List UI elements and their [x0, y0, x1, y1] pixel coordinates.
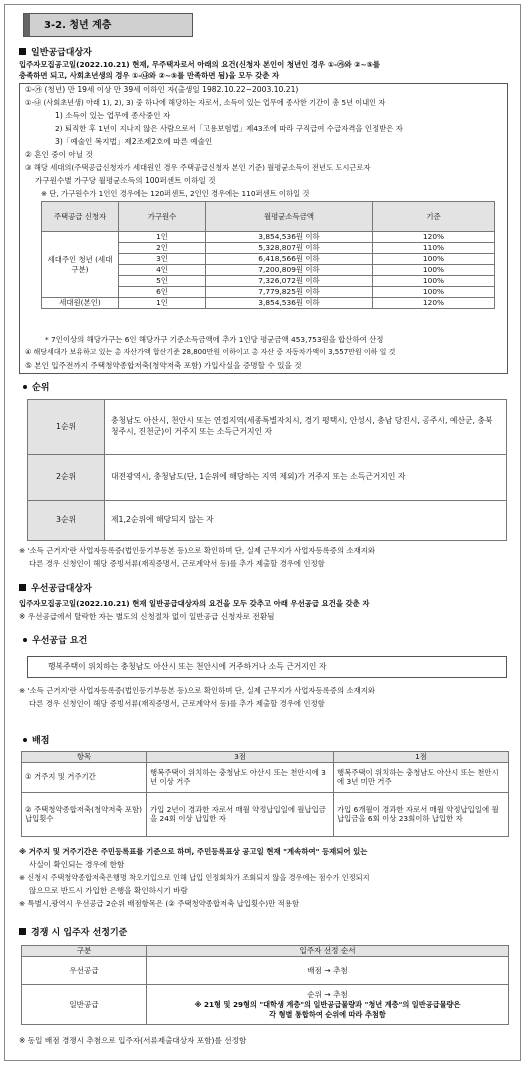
rank-label: 1순위 [28, 400, 105, 455]
priority-req-text: 행복주택이 위치하는 충청남도 아산시 또는 천안시에 거주하거나 소득 근거지인 자 [48, 662, 327, 671]
req-item-5: ⑤ 본인 입주전까지 주택청약종합저축(청약저축 포함) 가입사실을 증명할 수 있을 것 [25, 361, 302, 370]
sel-category: 우선공급 [22, 957, 147, 985]
cell-income: 3,854,536원 이하 [206, 298, 373, 309]
th-household: 가구원수 [119, 202, 206, 232]
req-item-2: ② 혼인 중이 아닐 것 [25, 150, 93, 159]
sel-order-cell [147, 985, 509, 1025]
cell-household: 3인 [119, 254, 206, 265]
selection-table-header [22, 946, 509, 957]
score-table [21, 751, 509, 837]
dot-bullet-icon [23, 385, 27, 389]
table-row [22, 762, 509, 792]
req-item-4: ④ 해당세대가 보유하고 있는 총 자산가액 합산기준 28,800만원 이하이고 총 자산 중 자동차가액이 3,557만원 이하 일 것 [25, 348, 396, 356]
cell-income: 7,326,072원 이하 [206, 276, 373, 287]
score-note-1-cont: 사실이 확인되는 경우에 한함 [29, 860, 125, 869]
priority-heading: 우선공급대상자 [19, 583, 92, 595]
square-bullet-icon [19, 928, 26, 935]
dot-bullet-icon [23, 638, 27, 642]
priority-line-1: 입주자모집공고일(2022.10.21) 현재 일반공급대상자의 요건을 모두 갖추고 아래 우선공급 요건을 갖춘 자 [19, 599, 370, 608]
rank-desc: 충청남도 아산시, 천안시 또는 연접지역(세종특별자치시, 경기 평택시, 안성시, 충남 당진시, 공주시, 예산군, 충북 청주시, 진천군)이 거주지 또는 소득근거지인 자 [105, 400, 507, 455]
rank-label: 3순위 [28, 501, 105, 541]
rank-note-1: ※ '소득 근거지'란 사업자등록증(법인등기부등본 등)으로 확인하며 단, 실제 근무지가 사업자등록증의 소재지와 [19, 546, 376, 555]
score-1pt: 행복주택이 위치하는 충청남도 아산시 또는 천안시에 3년 미만 거주 [334, 762, 509, 792]
cell-standard: 120% [373, 232, 495, 243]
cell-household: 4인 [119, 265, 206, 276]
sel-category: 일반공급 [22, 985, 147, 1025]
cell-income: 7,779,825원 이하 [206, 287, 373, 298]
dot-bullet-icon [23, 738, 27, 742]
req-item-3: ③ 해당 세대의(주택공급신청자가 세대원인 경우 주택공급신청자 본인 기준) 월평균소득이 전년도 도시근로자 [25, 163, 371, 172]
th-order: 입주자 선정 순서 [147, 946, 509, 957]
section-title: 3-2. 청년 계층 [44, 20, 112, 31]
req-item-newcomer: ①-㉯ (사회초년생) 아래 1), 2), 3) 중 하나에 해당하는 자로서, 소득이 있는 업무에 종사한 기간이 총 5년 이내인 자 [25, 98, 386, 107]
th-item: 항목 [22, 752, 147, 763]
sel-order-note-1: ※ 21형 및 29형의 "대학생 계층"의 일반공급물량과 "청년 계층"의 일반공급물량은 [194, 1000, 461, 1010]
income-table-header [42, 202, 495, 232]
req-sub-1: 1) 소득이 있는 업무에 종사중인 자 [55, 111, 171, 120]
score-note-2-cont: 않으므로 반드시 가입한 은행을 확인하시기 바람 [29, 886, 188, 895]
sel-order: 순위 → 추첨 [307, 990, 348, 1000]
cell-standard: 100% [373, 265, 495, 276]
table-row [22, 792, 509, 836]
req-note-7plus: * 7인이상의 해당가구는 6인 해당가구 기준소득금액에 추가 1인당 평균금액 453,753원을 합산하여 산정 [45, 335, 384, 344]
rank-desc: 제1,2순위에 해당되지 않는 자 [105, 501, 507, 541]
income-table [41, 201, 495, 309]
score-table-header [22, 752, 509, 763]
table-row [42, 232, 495, 243]
th-3pt: 3점 [147, 752, 334, 763]
rank-heading: 순위 [23, 382, 49, 394]
cell-household: 6인 [119, 287, 206, 298]
th-standard: 기준 [373, 202, 495, 232]
general-intro-2: 충족하면 되고, 사회초년생의 경우 ①-㉯와 ②~⑤를 만족하면 됨)을 모두 갖춘 자 [19, 71, 280, 80]
selection-heading: 경쟁 시 입주자 선정기준 [19, 927, 127, 939]
cell-standard: 100% [373, 276, 495, 287]
score-note-3: ※ 특별시,광역시 우선공급 2순위 배점항목은 (② 주택청약종합저축 납입횟수)만 적용함 [19, 899, 300, 908]
rank-table [27, 399, 507, 541]
cell-income: 6,418,566원 이하 [206, 254, 373, 265]
section-title-bar [23, 13, 193, 37]
table-row [42, 298, 495, 309]
priority-req-heading: 우선공급 요건 [23, 635, 87, 647]
notice-page [4, 4, 521, 1061]
th-income: 월평균소득금액 [206, 202, 373, 232]
cell-income: 5,328,807원 이하 [206, 243, 373, 254]
score-item: ① 거주지 및 거주기간 [22, 762, 147, 792]
cell-household: 1인 [119, 298, 206, 309]
th-applicant: 주택공급 신청자 [42, 202, 119, 232]
cell-household: 1인 [119, 232, 206, 243]
selection-table [21, 945, 509, 1025]
sel-order-note-2: 각 형별 통합하여 순위에 따라 추첨함 [269, 1009, 386, 1019]
th-category: 구분 [22, 946, 147, 957]
req-item-3-note: ※ 단, 가구원수가 1인인 경우에는 120퍼센트, 2인인 경우에는 110퍼센트 이하일 것 [41, 189, 310, 198]
req-item-youth: ①-㉮ (청년) 만 19세 이상 만 39세 이하인 자(출생일 1982.10.22~2003.10.21) [25, 85, 299, 94]
score-note-1: ※ 거주지 및 거주기간은 주민등록표를 기준으로 하며, 주민등록표상 공고일 현재 "계속하여" 등재되어 있는 [19, 847, 368, 856]
score-item: ② 주택청약종합저축(청약저축 포함) 납입횟수 [22, 792, 147, 836]
cell-income: 7,200,809원 이하 [206, 265, 373, 276]
table-row [28, 400, 507, 455]
cell-standard: 110% [373, 243, 495, 254]
priority-req-box [27, 656, 507, 678]
th-1pt: 1점 [334, 752, 509, 763]
title-accent [24, 14, 30, 36]
cell-standard: 100% [373, 287, 495, 298]
table-row [22, 985, 509, 1025]
cell-applicant: 세대원(본인) [42, 298, 119, 309]
score-note-2: ※ 신청시 주택청약종합저축은행명 착오기입으로 인해 납입 인정회차가 조회되지 않을 경우에는 점수가 인정되지 [19, 873, 370, 882]
score-heading: 배점 [23, 735, 49, 747]
square-bullet-icon [19, 48, 26, 55]
score-3pt: 가입 2년이 경과한 자로서 매월 약정납입일에 월납입금을 24회 이상 납입한 자 [147, 792, 334, 836]
cell-standard: 100% [373, 254, 495, 265]
req-item-3-cont: 가구원수별 가구당 월평균소득의 100퍼센트 이하일 것 [35, 176, 216, 185]
score-3pt: 행복주택이 위치하는 충청남도 아산시 또는 천안시에 3년 이상 거주 [147, 762, 334, 792]
rank-desc: 대전광역시, 충청남도(단, 1순위에 해당하는 지역 제외)가 거주지 또는 소득근거지인 자 [105, 455, 507, 501]
rank-note-2: 다른 경우 신청인이 해당 증빙서류(재직증명서, 근로계약서 등)를 추가 제출할 경우에 인정함 [29, 559, 325, 568]
group-label: 세대주인 청년 (세대구분) [42, 232, 119, 298]
score-1pt: 가입 6개월이 경과한 자로서 매월 약정납입일에 월납입금을 6회 이상 23회이하 납입한 자 [334, 792, 509, 836]
general-intro-1: 입주자모집공고일(2022.10.21) 현재, 무주택자로서 아래의 요건(신청자 본인이 청년인 경우 ①-㉮와 ②~⑤를 [19, 60, 381, 69]
selection-note: ※ 동일 배점 경쟁시 추첨으로 입주자(서류제출대상자 포함)를 선정함 [19, 1036, 247, 1045]
priority-note-1: ※ '소득 근거지'란 사업자등록증(법인등기부등본 등)으로 확인하며 단, 실제 근무지가 사업자등록증의 소재지와 [19, 686, 376, 695]
rank-label: 2순위 [28, 455, 105, 501]
priority-note-2: 다른 경우 신청인이 해당 증빙서류(재직증명서, 근로계약서 등)를 추가 제출할 경우에 인정함 [29, 699, 325, 708]
table-row [22, 957, 509, 985]
table-row [28, 455, 507, 501]
table-row [28, 501, 507, 541]
square-bullet-icon [19, 584, 26, 591]
cell-household: 2인 [119, 243, 206, 254]
req-sub-3: 3)「예술인 복지법」제2조제2호에 따른 예술인 [55, 137, 213, 146]
cell-income: 3,854,536원 이하 [206, 232, 373, 243]
general-heading: 일반공급대상자 [19, 47, 92, 59]
cell-household: 5인 [119, 276, 206, 287]
req-sub-2: 2) 퇴직한 후 1년이 지나지 않은 사람으로서「고용보험법」제43조에 따라 구직급여 수급자격을 인정받은 자 [55, 124, 403, 133]
cell-standard: 120% [373, 298, 495, 309]
sel-order: 배점 → 추첨 [147, 957, 509, 985]
priority-line-2: ※ 우선공급에서 탈락한 자는 별도의 신청절차 없이 일반공급 신청자로 전환됨 [19, 612, 275, 621]
